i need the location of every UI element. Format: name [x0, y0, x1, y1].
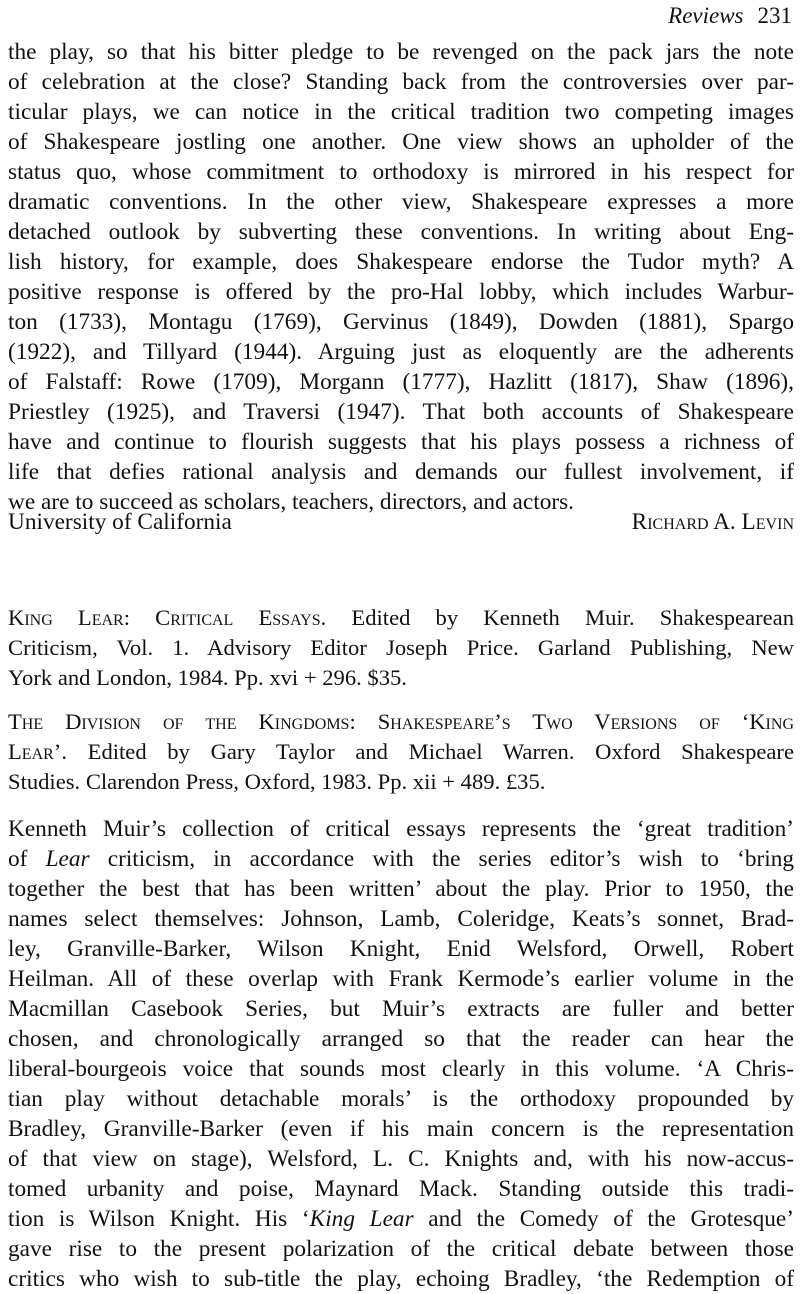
book-title-continued: Lear’.: [8, 739, 67, 764]
text-line: Heilman. All of these overlap with Frank Kermode’s earlier volume in the: [8, 966, 794, 992]
text-line: life that defies rational analysis and demands our fullest involvement, if: [8, 459, 794, 485]
reviewer-affiliation: University of California: [8, 509, 232, 535]
text-line: (1922), and Tillyard (1944). Arguing just as eloquently are the adherents: [8, 339, 794, 365]
text-line: together the best that has been written’ about the play. Prior to 1950, the: [8, 876, 794, 902]
text-line: critics who wish to sub-title the play, echoing Bradley, ‘the Redemption of: [8, 1266, 794, 1292]
book-title: King Lear: Critical Essays.: [8, 605, 327, 630]
text-line: Criticism, Vol. 1. Advisory Editor Joseph Price. Garland Publishing, New: [8, 635, 794, 660]
book-entry-1: [8, 603, 794, 693]
text-line: Bradley, Granville-Barker (even if his main concern is the representation: [8, 1116, 794, 1142]
book-entry-2: [8, 707, 794, 797]
text-line: have and continue to flourish suggests that his plays possess a richness of: [8, 429, 794, 455]
text-line: detached outlook by subverting these conventions. In writing about Eng-: [8, 219, 794, 245]
text-line: status quo, whose commitment to orthodoxy is mirrored in his respect for: [8, 159, 794, 185]
text-line: ticular plays, we can notice in the critical tradition two competing images: [8, 99, 794, 125]
journal-page: [8, 0, 796, 1292]
text-line: liberal-bourgeois voice that sounds most clearly in this volume. ‘A Chris-: [8, 1056, 794, 1082]
text-line: lish history, for example, does Shakespeare endorse the Tudor myth? A: [8, 249, 794, 275]
text-line: Macmillan Casebook Series, but Muir’s extracts are fuller and better: [8, 996, 794, 1022]
text-line: York and London, 1984. Pp. xvi + 296. $35.: [8, 665, 407, 690]
reviewer-name: Richard A. Levin: [631, 509, 794, 535]
second-review-paragraph: [8, 814, 794, 1294]
text-line: positive response is offered by the pro-Hal lobby, which includes Warbur-: [8, 279, 794, 305]
text-line: Priestley (1925), and Traversi (1947). That both accounts of Shakespeare: [8, 399, 794, 425]
text-line: ley, Granville-Barker, Wilson Knight, Enid Welsford, Orwell, Robert: [8, 936, 794, 962]
text-line: Studies. Clarendon Press, Oxford, 1983. Pp. xii + 489. £35.: [8, 769, 546, 794]
text-line: of Shakespeare jostling one another. One view shows an upholder of the: [8, 129, 794, 155]
text-line: of Lear criticism, in accordance with the series editor’s wish to ‘bring: [8, 846, 794, 872]
text-line: King Lear: Critical Essays. Edited by Kenneth Muir. Shakespearean: [8, 605, 794, 630]
text-line: of Falstaff: Rowe (1709), Morgann (1777), Hazlitt (1817), Shaw (1896),: [8, 369, 794, 395]
text-line: ton (1733), Montagu (1769), Gervinus (1849), Dowden (1881), Spargo: [8, 309, 794, 335]
first-review-paragraph: [8, 37, 794, 517]
text-line: the play, so that his bitter pledge to be revenged on the pack jars the note: [8, 39, 794, 65]
text-line: names select themselves: Johnson, Lamb, Coleridge, Keats’s sonnet, Brad-: [8, 906, 794, 932]
text-line: tomed urbanity and poise, Maynard Mack. Standing outside this tradi-: [8, 1176, 794, 1202]
text-line: Kenneth Muir’s collection of critical essays represents the ‘great tradition’: [8, 816, 794, 842]
italic-title: King Lear: [309, 1206, 414, 1232]
text-line: of celebration at the close? Standing back from the controversies over par-: [8, 69, 794, 95]
text-line: gave rise to the present polarization of the critical debate between those: [8, 1236, 794, 1262]
text-line: Lear’. Edited by Gary Taylor and Michael Warren. Oxford Shakespeare: [8, 739, 794, 764]
running-head-section: Reviews: [668, 3, 744, 28]
running-head: [668, 2, 792, 30]
book-title: The Division of the Kingdoms: Shakespeare’s Two Versions of ‘King: [8, 709, 794, 734]
page-number: 231: [757, 3, 792, 28]
italic-title: Lear: [45, 846, 90, 872]
text-line: tion is Wilson Knight. His ‘King Lear and the Comedy of the Grotesque’: [8, 1206, 794, 1232]
text-line: dramatic conventions. In the other view, Shakespeare expresses a more: [8, 189, 794, 215]
text-line: of that view on stage), Welsford, L. C. Knights and, with his now-accus-: [8, 1146, 794, 1172]
text-line: chosen, and chronologically arranged so that the reader can hear the: [8, 1026, 794, 1052]
text-line: we are to succeed as scholars, teachers, directors, and actors.: [8, 489, 574, 515]
text-line: tian play without detachable morals’ is the orthodoxy propounded by: [8, 1086, 794, 1112]
